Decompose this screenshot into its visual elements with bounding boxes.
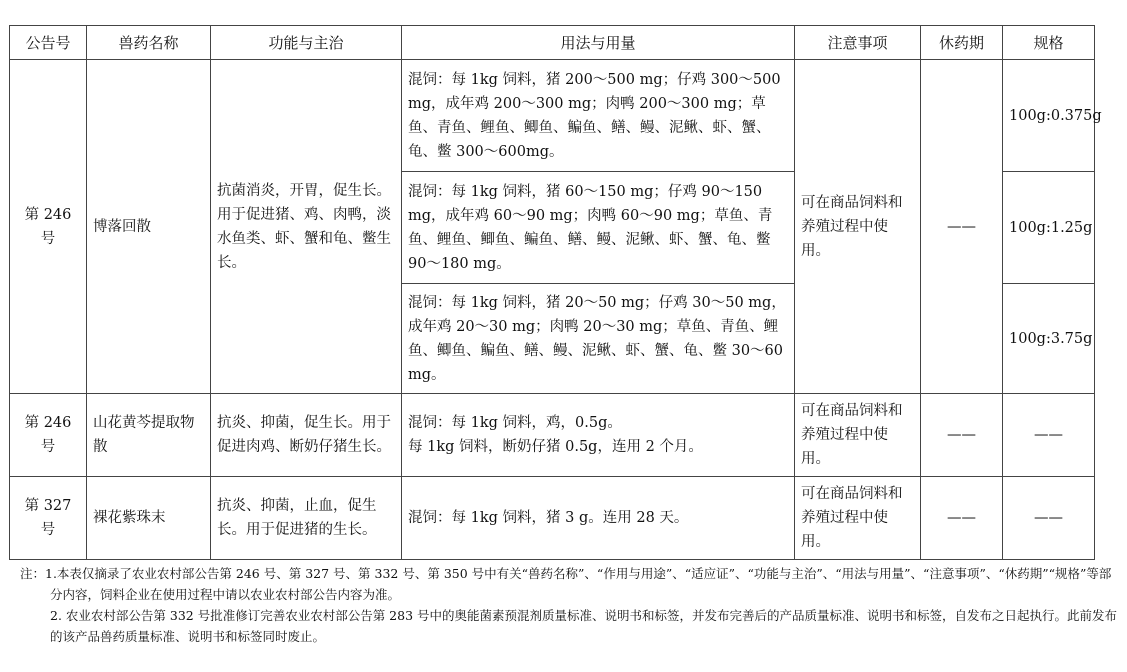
cell-usage bbox=[402, 394, 795, 477]
table-row bbox=[10, 394, 1095, 477]
cell-announcement: 第 246 号 bbox=[10, 394, 87, 477]
cell-function: 抗炎、抑菌，促生长。用于促进肉鸡、断奶仔猪生长。 bbox=[211, 394, 402, 477]
header-usage: 用法与用量 bbox=[402, 26, 795, 60]
cell-withdrawal: —— bbox=[921, 477, 1003, 560]
header-announcement: 公告号 bbox=[10, 26, 87, 60]
footnote-1: 注：1.本表仅摘录了农业农村部公告第 246 号、第 327 号、第 332 号、第 350 号中有关“兽药名称”、“作用与用途”、“适应证”、“功能与主治”、“用法与用量”、“注意事项”、“休药期”“规格”等部分内容，饲料企业在使用过程中请以农业农村部公告内容为准。 bbox=[20, 566, 1112, 602]
cell-spec: —— bbox=[1003, 477, 1095, 560]
cell-drug-name: 博落回散 bbox=[87, 60, 211, 394]
usage-line: 混饲：每 1kg 饲料，鸡，0.5g。 bbox=[408, 415, 622, 431]
cell-drug-name: 裸花紫珠末 bbox=[87, 477, 211, 560]
table-row bbox=[10, 60, 1095, 172]
cell-usage: 混饲：每 1kg 饲料，猪 60～150 mg；仔鸡 90～150 mg，成年鸡 60～90 mg；肉鸭 60～90 mg；草鱼、青鱼、鲤鱼、鲫鱼、鳊鱼、鳝、鳗、泥鳅、虾、蟹、龟、鳖 90～180 mg。 bbox=[402, 172, 795, 284]
veterinary-drug-table bbox=[9, 25, 1102, 560]
cell-withdrawal: —— bbox=[921, 394, 1003, 477]
footnotes bbox=[20, 563, 1120, 647]
cell-spec: 100g:0.375g bbox=[1003, 60, 1095, 172]
cell-spec: 100g:1.25g bbox=[1003, 172, 1095, 284]
footnote-2: 2. 农业农村部公告第 332 号批准修订完善农业农村部公告第 283 号中的奥能菌素预混剂质量标准、说明书和标签，并发布完善后的产品质量标准、说明书和标签，自发布之日起执行。此前发布的该产品兽药质量标准、说明书和标签同时废止。 bbox=[50, 608, 1118, 644]
cell-usage: 混饲：每 1kg 饲料，猪 3 g。连用 28 天。 bbox=[402, 477, 795, 560]
cell-withdrawal: —— bbox=[921, 60, 1003, 394]
header-drug-name: 兽药名称 bbox=[87, 26, 211, 60]
cell-function: 抗炎、抑菌，止血，促生长。用于促进猪的生长。 bbox=[211, 477, 402, 560]
cell-announcement: 第 327 号 bbox=[10, 477, 87, 560]
header-precautions: 注意事项 bbox=[795, 26, 921, 60]
cell-usage: 混饲：每 1kg 饲料，猪 20～50 mg；仔鸡 30～50 mg，成年鸡 20～30 mg；肉鸭 20～30 mg；草鱼、青鱼、鲤鱼、鲫鱼、鳊鱼、鳝、鳗、泥鳅、虾、蟹、龟、鳖 30～60 mg。 bbox=[402, 284, 795, 394]
usage-line: 每 1kg 饲料，断奶仔猪 0.5g，连用 2 个月。 bbox=[408, 439, 703, 455]
cell-precautions: 可在商品饲料和养殖过程中使用。 bbox=[795, 60, 921, 394]
cell-precautions: 可在商品饲料和养殖过程中使用。 bbox=[795, 477, 921, 560]
cell-usage: 混饲：每 1kg 饲料，猪 200～500 mg；仔鸡 300～500 mg，成年鸡 200～300 mg；肉鸭 200～300 mg；草鱼、青鱼、鲤鱼、鲫鱼、鳊鱼、鳝、鳗、泥鳅、虾、蟹、龟、鳖 300～600mg。 bbox=[402, 60, 795, 172]
drug-table-container bbox=[9, 25, 1102, 560]
cell-function: 抗菌消炎，开胃，促生长。用于促进猪、鸡、肉鸭，淡水鱼类、虾、蟹和龟、鳖生长。 bbox=[211, 60, 402, 394]
table-header-row bbox=[10, 26, 1095, 60]
header-spec: 规格 bbox=[1003, 26, 1095, 60]
cell-spec: —— bbox=[1003, 394, 1095, 477]
header-withdrawal: 休药期 bbox=[921, 26, 1003, 60]
cell-announcement: 第 246 号 bbox=[10, 60, 87, 394]
cell-spec: 100g:3.75g bbox=[1003, 284, 1095, 394]
cell-precautions: 可在商品饲料和养殖过程中使用。 bbox=[795, 394, 921, 477]
header-function: 功能与主治 bbox=[211, 26, 402, 60]
cell-drug-name: 山花黄芩提取物散 bbox=[87, 394, 211, 477]
table-row bbox=[10, 477, 1095, 560]
